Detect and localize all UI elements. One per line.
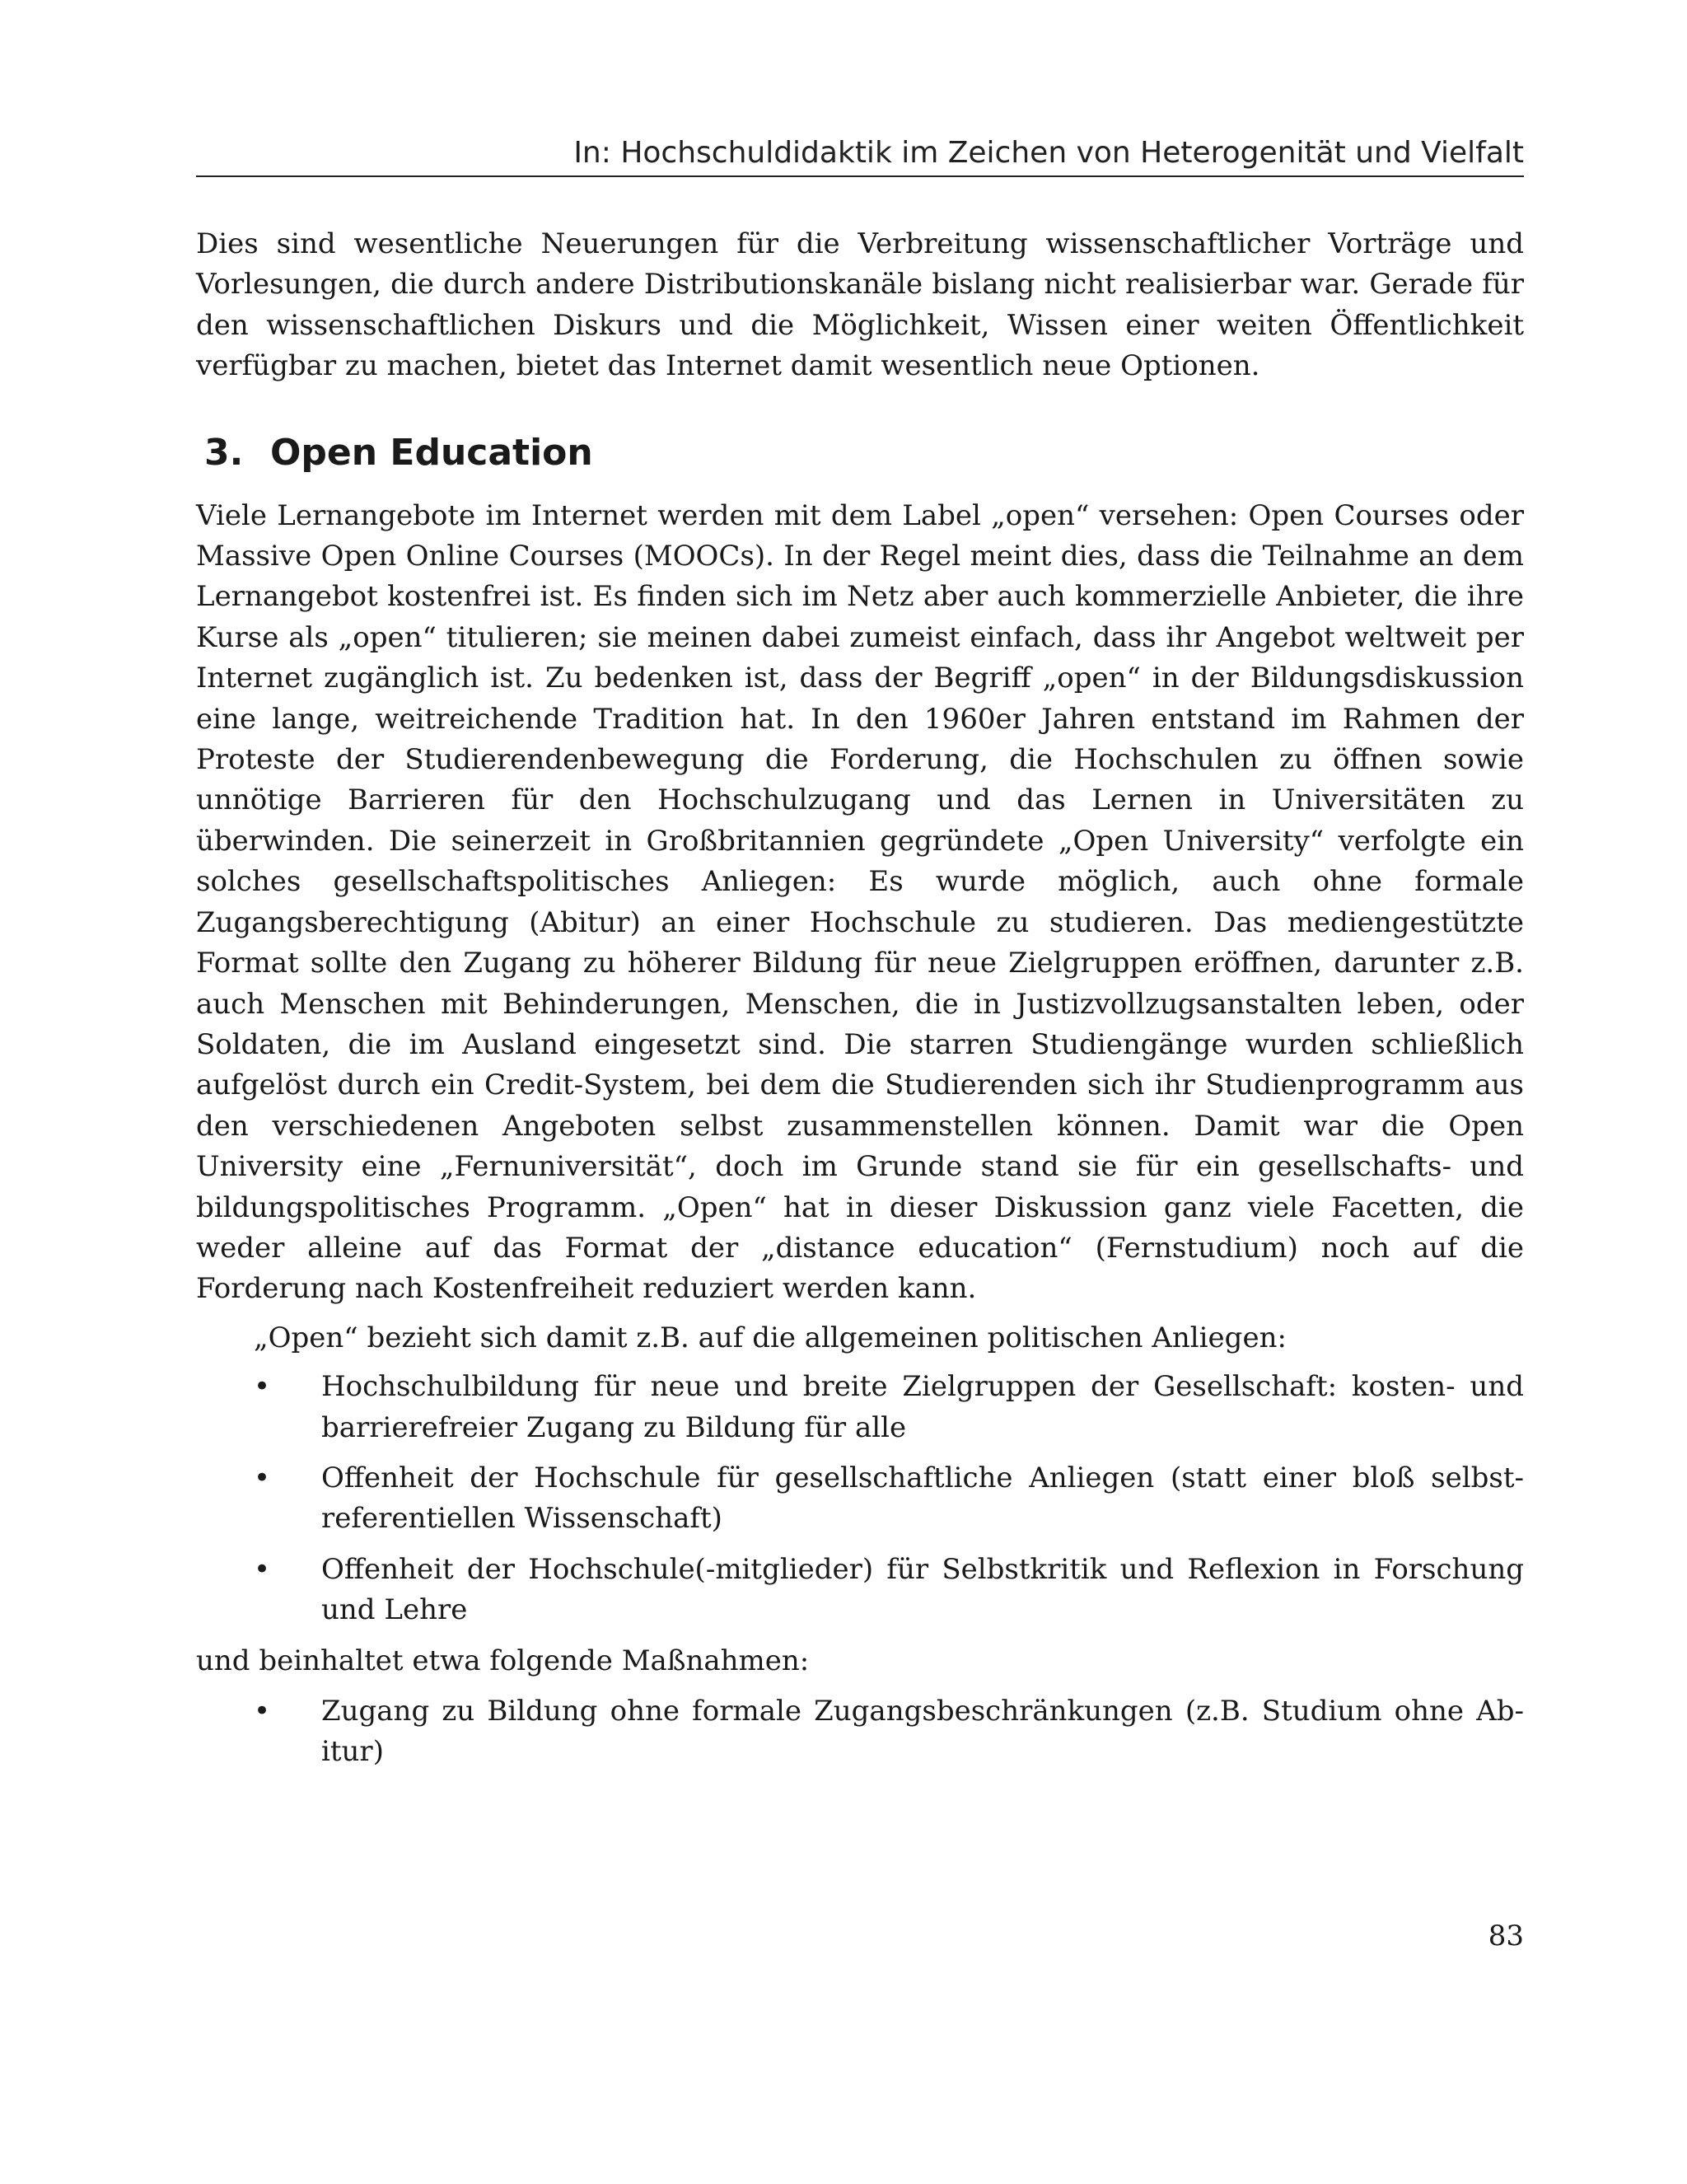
section-heading — [196, 430, 1524, 476]
body-paragraph: Viele Lernangebote im Internet werden mit dem Label „open“ versehen: Open Courses oder Massive Open Online Courses (MOOCs). In der Regel meint dies, dass die Teilnahme an dem Lernangebot kostenfrei ist. Es finden sich im Netz aber auch kommerzielle Anbieter, die ihre Kurse als „open“ titulieren; sie meinen dabei zumeist einfach, dass ihr Angebot weltweit per Internet zugänglich ist. Zu bedenken ist, dass der Begriff „open“ in der Bildungsdiskussion eine lange, weitreichende Tradition hat. In den 1960er Jahren entstand im Rahmen der Proteste der Studierendenbewegung die Forderung, die Hochschulen zu öffnen sowie unnötige Barrieren für den Hochschulzugang und das Lernen in Universitäten zu überwinden. Die seinerzeit in Großbritannien gegründete „Open University“ verfolgte ein solches gesellschaftspolitisches Anliegen: Es wurde möglich, auch ohne formale Zugangsberechtigung (Abitur) an einer Hochschule zu studieren. Das mediengestützte Format sollte den Zugang zu höherer Bildung für neue Zielgruppen eröffnen, darunter z.B. auch Menschen mit Behinderungen, Menschen, die in Justizvollzugsanstalten leben, oder Soldaten, die im Ausland eingesetzt sind. Die starren Studiengänge wurden schließlich aufgelöst durch ein Credit-System, bei dem die Studierenden sich ihr Studienprogramm aus den verschiedenen Angeboten selbst zusammenstellen können. Damit war die Open University eine „Fernuniversität“, doch im Grunde stand sie für ein gesellschafts- und bildungspolitisches Programm. „Open“ hat in dieser Diskussion ganz viele Facetten, die weder alleine auf das Format der „distance education“ (Fernstudium) noch auf die Forderung nach Kostenfreiheit reduziert werden kann. — [196, 498, 1524, 1306]
header-rule — [196, 175, 1524, 177]
intro-paragraph: Dies sind wesentliche Neuerungen für die Verbreitung wissenschaftlicher Vorträge und Vorlesungen, die durch andere Distributionskanäle bislang nicht realisierbar war. Gerade für den wissenschaftlichen Diskurs und die Möglichkeit, Wissen einer weiten Öffentlichkeit verfügbar zu machen, bietet das Internet damit wesentlich neue Optionen. — [196, 227, 1524, 383]
bullet-icon: • — [254, 1370, 271, 1404]
list-item-text: Offenheit der Hochschule für gesellschaftliche Anliegen (statt einer bloß selbstreferentiellen Wissenschaft) — [321, 1461, 1524, 1536]
section-number: 3. — [204, 431, 244, 474]
list-item — [196, 1458, 1524, 1540]
list-item — [196, 1691, 1524, 1773]
lead-in-political-goals: „Open“ bezieht sich damit z.B. auf die allgemeinen politischen Anliegen: — [254, 1321, 1287, 1354]
list-item-text: Hochschulbildung für neue und breite Zielgruppen der Gesellschaft: kosten- und barrierefreier Zugang zu Bildung für alle — [321, 1370, 1524, 1444]
list-item-text: Zugang zu Bildung ohne formale Zugangsbeschränkungen (z.B. Studium ohne Abitur) — [321, 1695, 1524, 1769]
running-header: In: Hochschuldidaktik im Zeichen von Heterogenität und Vielfalt — [573, 136, 1524, 170]
section-title: Open Education — [270, 431, 593, 474]
bullet-list-political-goals — [196, 1367, 1524, 1630]
list-item-text: Offenheit der Hochschule(-mitglieder) für Selbstkritik und Reflexion in Forschung und Lehre — [321, 1552, 1524, 1627]
bullet-list-measures — [196, 1691, 1524, 1773]
bullet-icon: • — [254, 1461, 271, 1494]
page-number: 83 — [1488, 1920, 1524, 1953]
lead-in-measures: und beinhaltet etwa folgende Maßnahmen: — [196, 1644, 810, 1677]
list-item — [196, 1367, 1524, 1448]
bullet-icon: • — [254, 1695, 271, 1728]
bullet-icon: • — [254, 1552, 271, 1586]
list-item — [196, 1550, 1524, 1631]
page-content — [196, 224, 1524, 1783]
